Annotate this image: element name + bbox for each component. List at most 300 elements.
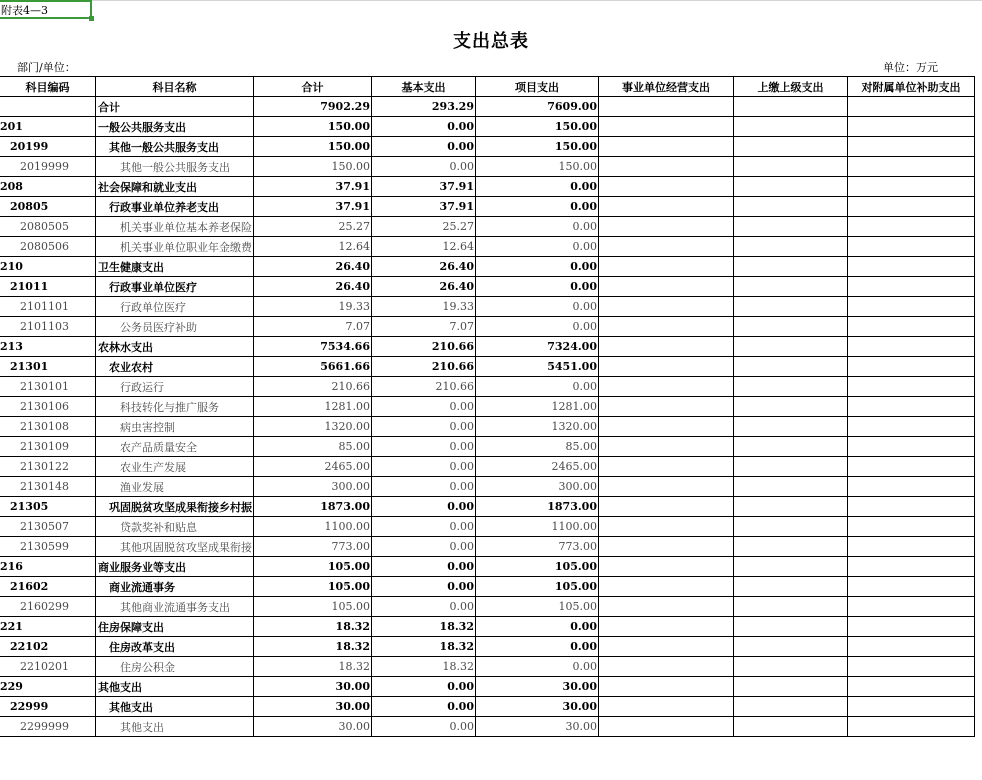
row-total[interactable]: 30.00 bbox=[254, 697, 372, 717]
row-project[interactable]: 773.00 bbox=[476, 537, 599, 557]
row-code[interactable] bbox=[0, 97, 96, 117]
row-basic[interactable]: 0.00 bbox=[372, 137, 476, 157]
row-business[interactable] bbox=[599, 217, 734, 237]
table-row bbox=[0, 357, 975, 377]
row-basic[interactable]: 210.66 bbox=[372, 357, 476, 377]
row-business[interactable] bbox=[599, 197, 734, 217]
row-business[interactable] bbox=[599, 157, 734, 177]
row-name[interactable]: 其他巩固脱贫攻坚成果衔接 bbox=[96, 537, 254, 557]
row-project[interactable]: 1873.00 bbox=[476, 497, 599, 517]
header-business[interactable]: 事业单位经营支出 bbox=[599, 77, 734, 97]
row-name[interactable]: 渔业发展 bbox=[96, 477, 254, 497]
row-business[interactable] bbox=[599, 697, 734, 717]
row-basic[interactable]: 0.00 bbox=[372, 437, 476, 457]
row-code[interactable]: 2130108 bbox=[0, 417, 96, 437]
row-code[interactable]: 2130122 bbox=[0, 457, 96, 477]
row-remit[interactable] bbox=[734, 457, 848, 477]
table-row bbox=[0, 217, 975, 237]
row-subsidy[interactable] bbox=[848, 277, 975, 297]
row-total[interactable]: 105.00 bbox=[254, 597, 372, 617]
row-total[interactable]: 210.66 bbox=[254, 377, 372, 397]
row-name[interactable]: 其他商业流通事务支出 bbox=[96, 597, 254, 617]
row-project[interactable]: 0.00 bbox=[476, 217, 599, 237]
row-name[interactable]: 公务员医疗补助 bbox=[96, 317, 254, 337]
row-subsidy[interactable] bbox=[848, 617, 975, 637]
row-business[interactable] bbox=[599, 577, 734, 597]
row-name[interactable]: 贷款奖补和贴息 bbox=[96, 517, 254, 537]
row-total[interactable]: 37.91 bbox=[254, 177, 372, 197]
row-business[interactable] bbox=[599, 97, 734, 117]
row-basic[interactable]: 19.33 bbox=[372, 297, 476, 317]
row-project[interactable]: 1100.00 bbox=[476, 517, 599, 537]
selected-cell-text: 附表4—3 bbox=[1, 4, 48, 17]
row-subsidy[interactable] bbox=[848, 357, 975, 377]
row-remit[interactable] bbox=[734, 197, 848, 217]
row-project[interactable]: 1320.00 bbox=[476, 417, 599, 437]
fill-handle[interactable] bbox=[89, 16, 94, 21]
row-total[interactable]: 7902.29 bbox=[254, 97, 372, 117]
row-basic[interactable]: 37.91 bbox=[372, 177, 476, 197]
row-project[interactable]: 150.00 bbox=[476, 137, 599, 157]
row-total[interactable]: 150.00 bbox=[254, 157, 372, 177]
row-subsidy[interactable] bbox=[848, 657, 975, 677]
row-project[interactable]: 2465.00 bbox=[476, 457, 599, 477]
row-project[interactable]: 0.00 bbox=[476, 277, 599, 297]
row-remit[interactable] bbox=[734, 537, 848, 557]
row-project[interactable]: 150.00 bbox=[476, 157, 599, 177]
row-business[interactable] bbox=[599, 597, 734, 617]
row-business[interactable] bbox=[599, 497, 734, 517]
row-subsidy[interactable] bbox=[848, 197, 975, 217]
table-row bbox=[0, 617, 975, 637]
row-business[interactable] bbox=[599, 237, 734, 257]
row-subsidy[interactable] bbox=[848, 297, 975, 317]
row-business[interactable] bbox=[599, 177, 734, 197]
row-name[interactable]: 巩固脱贫攻坚成果衔接乡村振 bbox=[96, 497, 254, 517]
header-project[interactable]: 项目支出 bbox=[476, 77, 599, 97]
row-total[interactable]: 25.27 bbox=[254, 217, 372, 237]
row-total[interactable]: 18.32 bbox=[254, 617, 372, 637]
row-code[interactable]: 2130148 bbox=[0, 477, 96, 497]
row-remit[interactable] bbox=[734, 177, 848, 197]
row-business[interactable] bbox=[599, 537, 734, 557]
table-row bbox=[0, 677, 975, 697]
row-basic[interactable]: 210.66 bbox=[372, 337, 476, 357]
row-name[interactable]: 其他支出 bbox=[96, 717, 254, 737]
row-subsidy[interactable] bbox=[848, 377, 975, 397]
table-row bbox=[0, 337, 975, 357]
row-code[interactable]: 2080506 bbox=[0, 237, 96, 257]
row-basic[interactable]: 0.00 bbox=[372, 557, 476, 577]
row-code[interactable]: 201 bbox=[0, 117, 96, 137]
row-basic[interactable]: 0.00 bbox=[372, 677, 476, 697]
table-row bbox=[0, 517, 975, 537]
row-basic[interactable]: 26.40 bbox=[372, 277, 476, 297]
row-project[interactable]: 0.00 bbox=[476, 237, 599, 257]
header-remit[interactable]: 上缴上级支出 bbox=[734, 77, 848, 97]
row-total[interactable]: 1281.00 bbox=[254, 397, 372, 417]
row-remit[interactable] bbox=[734, 397, 848, 417]
selected-cell[interactable] bbox=[0, 0, 92, 19]
row-total[interactable]: 30.00 bbox=[254, 677, 372, 697]
header-total[interactable]: 合计 bbox=[254, 77, 372, 97]
row-remit[interactable] bbox=[734, 417, 848, 437]
table-row bbox=[0, 637, 975, 657]
row-code[interactable]: 21305 bbox=[0, 497, 96, 517]
row-code[interactable]: 213 bbox=[0, 337, 96, 357]
row-code[interactable]: 210 bbox=[0, 257, 96, 277]
dept-label: 部门/单位： bbox=[17, 61, 76, 74]
row-basic[interactable]: 18.32 bbox=[372, 637, 476, 657]
row-code[interactable]: 2299999 bbox=[0, 717, 96, 737]
row-code[interactable]: 2130109 bbox=[0, 437, 96, 457]
row-code[interactable]: 21602 bbox=[0, 577, 96, 597]
row-subsidy[interactable] bbox=[848, 337, 975, 357]
table-row bbox=[0, 537, 975, 557]
row-total[interactable]: 1100.00 bbox=[254, 517, 372, 537]
row-remit[interactable] bbox=[734, 497, 848, 517]
row-code[interactable]: 20805 bbox=[0, 197, 96, 217]
row-remit[interactable] bbox=[734, 697, 848, 717]
row-subsidy[interactable] bbox=[848, 257, 975, 277]
row-remit[interactable] bbox=[734, 617, 848, 637]
table-row bbox=[0, 277, 975, 297]
row-total[interactable]: 18.32 bbox=[254, 637, 372, 657]
row-project[interactable]: 30.00 bbox=[476, 717, 599, 737]
row-subsidy[interactable] bbox=[848, 717, 975, 737]
row-total[interactable]: 7.07 bbox=[254, 317, 372, 337]
row-business[interactable] bbox=[599, 457, 734, 477]
row-project[interactable]: 300.00 bbox=[476, 477, 599, 497]
page-title: 支出总表 bbox=[453, 31, 529, 52]
row-name[interactable]: 病虫害控制 bbox=[96, 417, 254, 437]
row-total[interactable]: 7534.66 bbox=[254, 337, 372, 357]
row-basic[interactable]: 0.00 bbox=[372, 157, 476, 177]
row-basic[interactable]: 7.07 bbox=[372, 317, 476, 337]
row-project[interactable]: 85.00 bbox=[476, 437, 599, 457]
row-code[interactable]: 2101101 bbox=[0, 297, 96, 317]
row-subsidy[interactable] bbox=[848, 437, 975, 457]
row-name[interactable]: 农业生产发展 bbox=[96, 457, 254, 477]
table-row bbox=[0, 717, 975, 737]
row-name[interactable]: 行政单位医疗 bbox=[96, 297, 254, 317]
row-project[interactable]: 105.00 bbox=[476, 577, 599, 597]
header-basic[interactable]: 基本支出 bbox=[372, 77, 476, 97]
row-code[interactable]: 208 bbox=[0, 177, 96, 197]
row-project[interactable]: 105.00 bbox=[476, 597, 599, 617]
row-business[interactable] bbox=[599, 117, 734, 137]
row-business[interactable] bbox=[599, 617, 734, 637]
row-name[interactable]: 住房公积金 bbox=[96, 657, 254, 677]
row-total[interactable]: 85.00 bbox=[254, 437, 372, 457]
row-name[interactable]: 农产品质量安全 bbox=[96, 437, 254, 457]
row-subsidy[interactable] bbox=[848, 517, 975, 537]
row-total[interactable]: 105.00 bbox=[254, 577, 372, 597]
row-name[interactable]: 一般公共服务支出 bbox=[96, 117, 254, 137]
row-business[interactable] bbox=[599, 337, 734, 357]
table-row bbox=[0, 297, 975, 317]
row-basic[interactable]: 0.00 bbox=[372, 697, 476, 717]
row-subsidy[interactable] bbox=[848, 497, 975, 517]
row-total[interactable]: 26.40 bbox=[254, 277, 372, 297]
row-business[interactable] bbox=[599, 357, 734, 377]
row-business[interactable] bbox=[599, 257, 734, 277]
row-total[interactable]: 105.00 bbox=[254, 557, 372, 577]
table-row bbox=[0, 597, 975, 617]
row-total[interactable]: 300.00 bbox=[254, 477, 372, 497]
row-project[interactable]: 7324.00 bbox=[476, 337, 599, 357]
row-basic[interactable]: 0.00 bbox=[372, 717, 476, 737]
row-basic[interactable]: 18.32 bbox=[372, 657, 476, 677]
row-total[interactable]: 26.40 bbox=[254, 257, 372, 277]
row-project[interactable]: 30.00 bbox=[476, 677, 599, 697]
row-remit[interactable] bbox=[734, 377, 848, 397]
table-row bbox=[0, 697, 975, 717]
table-row bbox=[0, 657, 975, 677]
row-business[interactable] bbox=[599, 137, 734, 157]
row-remit[interactable] bbox=[734, 217, 848, 237]
row-name[interactable]: 卫生健康支出 bbox=[96, 257, 254, 277]
row-remit[interactable] bbox=[734, 257, 848, 277]
table-row bbox=[0, 237, 975, 257]
table-row bbox=[0, 137, 975, 157]
row-name[interactable]: 其他一般公共服务支出 bbox=[96, 137, 254, 157]
table-row bbox=[0, 577, 975, 597]
row-code[interactable]: 2130101 bbox=[0, 377, 96, 397]
row-basic[interactable]: 0.00 bbox=[372, 417, 476, 437]
row-subsidy[interactable] bbox=[848, 697, 975, 717]
row-name[interactable]: 行政运行 bbox=[96, 377, 254, 397]
row-subsidy[interactable] bbox=[848, 477, 975, 497]
row-total[interactable]: 30.00 bbox=[254, 717, 372, 737]
row-business[interactable] bbox=[599, 437, 734, 457]
table-row bbox=[0, 317, 975, 337]
row-project[interactable]: 0.00 bbox=[476, 377, 599, 397]
row-business[interactable] bbox=[599, 637, 734, 657]
row-code[interactable]: 21301 bbox=[0, 357, 96, 377]
row-subsidy[interactable] bbox=[848, 537, 975, 557]
row-subsidy[interactable] bbox=[848, 677, 975, 697]
row-project[interactable]: 0.00 bbox=[476, 297, 599, 317]
row-code[interactable]: 20199 bbox=[0, 137, 96, 157]
row-basic[interactable]: 26.40 bbox=[372, 257, 476, 277]
row-total[interactable]: 18.32 bbox=[254, 657, 372, 677]
table-row bbox=[0, 477, 975, 497]
row-business[interactable] bbox=[599, 397, 734, 417]
row-name[interactable]: 行政事业单位医疗 bbox=[96, 277, 254, 297]
row-subsidy[interactable] bbox=[848, 417, 975, 437]
row-subsidy[interactable] bbox=[848, 557, 975, 577]
row-basic[interactable]: 0.00 bbox=[372, 497, 476, 517]
table-body bbox=[0, 97, 975, 737]
row-total[interactable]: 5661.66 bbox=[254, 357, 372, 377]
row-remit[interactable] bbox=[734, 717, 848, 737]
table-row bbox=[0, 397, 975, 417]
row-remit[interactable] bbox=[734, 337, 848, 357]
row-basic[interactable]: 0.00 bbox=[372, 117, 476, 137]
row-code[interactable]: 2130599 bbox=[0, 537, 96, 557]
row-code[interactable]: 2160299 bbox=[0, 597, 96, 617]
row-remit[interactable] bbox=[734, 137, 848, 157]
row-project[interactable]: 150.00 bbox=[476, 117, 599, 137]
row-basic[interactable]: 0.00 bbox=[372, 477, 476, 497]
row-name[interactable]: 其他一般公共服务支出 bbox=[96, 157, 254, 177]
row-code[interactable]: 2130507 bbox=[0, 517, 96, 537]
row-remit[interactable] bbox=[734, 577, 848, 597]
row-project[interactable]: 0.00 bbox=[476, 657, 599, 677]
row-subsidy[interactable] bbox=[848, 397, 975, 417]
row-basic[interactable]: 0.00 bbox=[372, 397, 476, 417]
table-row bbox=[0, 257, 975, 277]
row-remit[interactable] bbox=[734, 237, 848, 257]
row-name[interactable]: 行政事业单位养老支出 bbox=[96, 197, 254, 217]
row-name[interactable]: 机关事业单位职业年金缴费 bbox=[96, 237, 254, 257]
row-remit[interactable] bbox=[734, 557, 848, 577]
row-name[interactable]: 农林水支出 bbox=[96, 337, 254, 357]
row-business[interactable] bbox=[599, 657, 734, 677]
row-remit[interactable] bbox=[734, 677, 848, 697]
row-project[interactable]: 5451.00 bbox=[476, 357, 599, 377]
row-subsidy[interactable] bbox=[848, 237, 975, 257]
row-remit[interactable] bbox=[734, 317, 848, 337]
row-subsidy[interactable] bbox=[848, 217, 975, 237]
row-project[interactable]: 0.00 bbox=[476, 617, 599, 637]
row-remit[interactable] bbox=[734, 437, 848, 457]
row-basic[interactable]: 0.00 bbox=[372, 597, 476, 617]
row-name[interactable]: 商业流通事务 bbox=[96, 577, 254, 597]
row-subsidy[interactable] bbox=[848, 137, 975, 157]
row-subsidy[interactable] bbox=[848, 117, 975, 137]
row-business[interactable] bbox=[599, 717, 734, 737]
row-name[interactable]: 合计 bbox=[96, 97, 254, 117]
row-remit[interactable] bbox=[734, 637, 848, 657]
row-remit[interactable] bbox=[734, 117, 848, 137]
row-subsidy[interactable] bbox=[848, 637, 975, 657]
row-total[interactable]: 1320.00 bbox=[254, 417, 372, 437]
row-remit[interactable] bbox=[734, 157, 848, 177]
row-code[interactable]: 22999 bbox=[0, 697, 96, 717]
row-business[interactable] bbox=[599, 317, 734, 337]
table-row bbox=[0, 417, 975, 437]
row-subsidy[interactable] bbox=[848, 457, 975, 477]
row-name[interactable]: 机关事业单位基本养老保险 bbox=[96, 217, 254, 237]
row-total[interactable]: 150.00 bbox=[254, 137, 372, 157]
row-name[interactable]: 其他支出 bbox=[96, 697, 254, 717]
row-name[interactable]: 社会保障和就业支出 bbox=[96, 177, 254, 197]
row-business[interactable] bbox=[599, 477, 734, 497]
row-project[interactable]: 0.00 bbox=[476, 637, 599, 657]
row-project[interactable]: 105.00 bbox=[476, 557, 599, 577]
header-code[interactable]: 科目编码 bbox=[0, 77, 96, 97]
table-row bbox=[0, 197, 975, 217]
row-project[interactable]: 0.00 bbox=[476, 177, 599, 197]
row-total[interactable]: 19.33 bbox=[254, 297, 372, 317]
row-code[interactable]: 2101103 bbox=[0, 317, 96, 337]
row-remit[interactable] bbox=[734, 97, 848, 117]
row-remit[interactable] bbox=[734, 297, 848, 317]
row-basic[interactable]: 210.66 bbox=[372, 377, 476, 397]
row-basic[interactable]: 0.00 bbox=[372, 537, 476, 557]
row-total[interactable]: 773.00 bbox=[254, 537, 372, 557]
row-project[interactable]: 0.00 bbox=[476, 317, 599, 337]
row-business[interactable] bbox=[599, 277, 734, 297]
row-business[interactable] bbox=[599, 297, 734, 317]
row-business[interactable] bbox=[599, 517, 734, 537]
row-code[interactable]: 2210201 bbox=[0, 657, 96, 677]
row-name[interactable]: 科技转化与推广服务 bbox=[96, 397, 254, 417]
table-row bbox=[0, 497, 975, 517]
row-total[interactable]: 1873.00 bbox=[254, 497, 372, 517]
row-name[interactable]: 住房改革支出 bbox=[96, 637, 254, 657]
row-basic[interactable]: 0.00 bbox=[372, 517, 476, 537]
table-header-row bbox=[0, 77, 975, 97]
row-project[interactable]: 0.00 bbox=[476, 257, 599, 277]
row-code[interactable]: 2080505 bbox=[0, 217, 96, 237]
row-basic[interactable]: 37.91 bbox=[372, 197, 476, 217]
row-code[interactable]: 2130106 bbox=[0, 397, 96, 417]
row-subsidy[interactable] bbox=[848, 577, 975, 597]
row-name[interactable]: 住房保障支出 bbox=[96, 617, 254, 637]
row-remit[interactable] bbox=[734, 477, 848, 497]
row-remit[interactable] bbox=[734, 657, 848, 677]
row-remit[interactable] bbox=[734, 357, 848, 377]
row-code[interactable]: 221 bbox=[0, 617, 96, 637]
row-subsidy[interactable] bbox=[848, 97, 975, 117]
row-basic[interactable]: 12.64 bbox=[372, 237, 476, 257]
row-remit[interactable] bbox=[734, 517, 848, 537]
row-business[interactable] bbox=[599, 377, 734, 397]
row-total[interactable]: 150.00 bbox=[254, 117, 372, 137]
header-subsidy[interactable]: 对附属单位补助支出 bbox=[848, 77, 975, 97]
row-subsidy[interactable] bbox=[848, 177, 975, 197]
row-code[interactable]: 2019999 bbox=[0, 157, 96, 177]
row-total[interactable]: 2465.00 bbox=[254, 457, 372, 477]
row-project[interactable]: 7609.00 bbox=[476, 97, 599, 117]
row-code[interactable]: 22102 bbox=[0, 637, 96, 657]
row-business[interactable] bbox=[599, 557, 734, 577]
row-basic[interactable]: 293.29 bbox=[372, 97, 476, 117]
row-basic[interactable]: 25.27 bbox=[372, 217, 476, 237]
header-name[interactable]: 科目名称 bbox=[96, 77, 254, 97]
row-subsidy[interactable] bbox=[848, 317, 975, 337]
table-row bbox=[0, 157, 975, 177]
unit-label: 单位：万元 bbox=[883, 61, 938, 74]
row-subsidy[interactable] bbox=[848, 597, 975, 617]
row-subsidy[interactable] bbox=[848, 157, 975, 177]
row-project[interactable]: 30.00 bbox=[476, 697, 599, 717]
row-basic[interactable]: 0.00 bbox=[372, 577, 476, 597]
row-name[interactable]: 其他支出 bbox=[96, 677, 254, 697]
row-basic[interactable]: 0.00 bbox=[372, 457, 476, 477]
row-basic[interactable]: 18.32 bbox=[372, 617, 476, 637]
table-row bbox=[0, 557, 975, 577]
table-row bbox=[0, 97, 975, 117]
row-code[interactable]: 21011 bbox=[0, 277, 96, 297]
row-code[interactable]: 229 bbox=[0, 677, 96, 697]
row-total[interactable]: 12.64 bbox=[254, 237, 372, 257]
row-business[interactable] bbox=[599, 417, 734, 437]
row-name[interactable]: 农业农村 bbox=[96, 357, 254, 377]
row-project[interactable]: 0.00 bbox=[476, 197, 599, 217]
table-row bbox=[0, 457, 975, 477]
row-total[interactable]: 37.91 bbox=[254, 197, 372, 217]
row-name[interactable]: 商业服务业等支出 bbox=[96, 557, 254, 577]
row-code[interactable]: 216 bbox=[0, 557, 96, 577]
row-remit[interactable] bbox=[734, 277, 848, 297]
row-business[interactable] bbox=[599, 677, 734, 697]
row-project[interactable]: 1281.00 bbox=[476, 397, 599, 417]
row-remit[interactable] bbox=[734, 597, 848, 617]
